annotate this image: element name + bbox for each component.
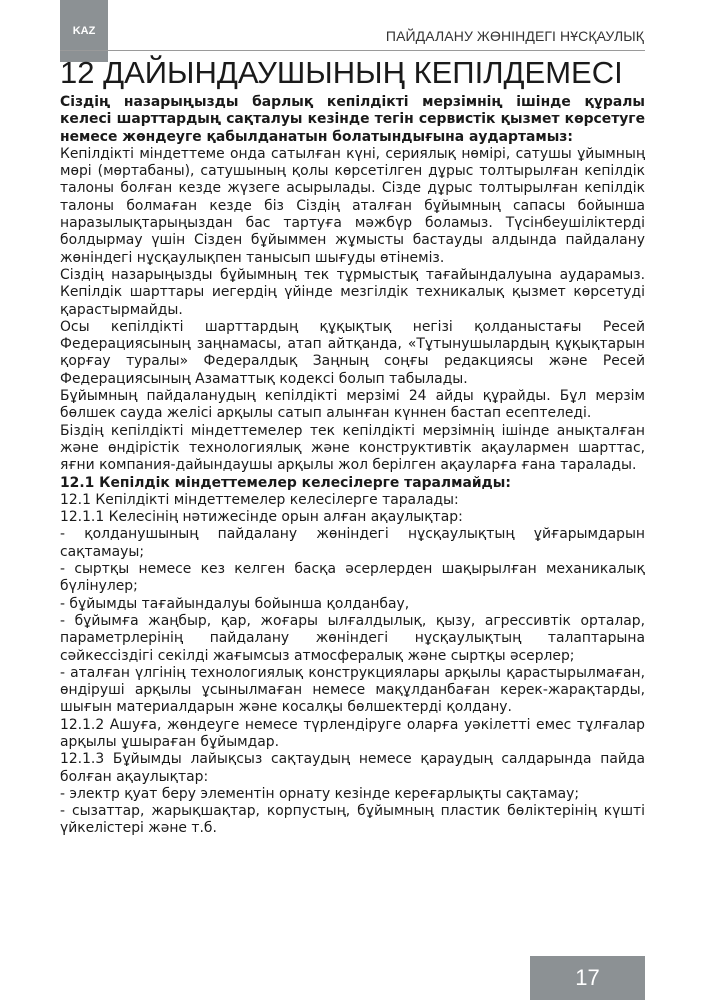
intro-notice: Сіздің назарыңызды барлық кепілдікті мерзімнің ішінде құралы келесі шарттардың сақталуы кезінде тегін сервистік қызмет көрсетуге немесе жөндеуге қабылданатын болатындығына аудартамыз: [60, 94, 645, 145]
list-line: 12.1.2 Ашуға, жөндеуге немесе түрлендіруге оларға уәкілетті емес тұлғалар арқылы ұшыраған бұйымдар. [60, 716, 645, 750]
body-paragraph: Кепілдікті міндеттеме онда сатылған күні, сериялық нөмірі, сатушы ұйымның мөрі (мөртабаны), сатушының қолы көрсетілген дұрыс толтырылған кепілдік талоны болған кезде жүзеге асырылады. Сізде дұрыс толтырылған кепілдік талоны болмаған кезде біз Сіздің аталған бұйымның сапасы бойынша наразылықтарыңыздан бас тартуға мәжбүр боламыз. Түсінбеушіліктерді болдырмау үшін Сізден бұйыммен жұмысты бастауды алдында пайдалану жөніндегі нұсқаулықпен танысып шығуды өтінеміз. [60, 145, 645, 266]
list-line: - бұйымға жаңбыр, қар, жоғары ылғалдылық, қызу, агрессивтік орталар, параметрлерінің пайдалану жөніндегі нұсқаулықтың талаптарына сәйкессіздігі секілді жағымсыз атмосфералық және сыртқы әсерлер; [60, 612, 645, 664]
language-tab [60, 0, 108, 62]
list-line: 12.1.1 Келесінің нәтижесінде орын алған ақаулықтар: [60, 509, 463, 526]
list-line: - аталған үлгінің технологиялық конструкциялары арқылы қарастырылмаған, өндіруші арқылы ұсынылмаған немесе мақұлданбаған керек-жарақтарды, шығын материалдарын және косалқы бөлшектерді қолдану. [60, 664, 645, 716]
body-paragraph: Біздің кепілдікті міндеттемелер тек кепілдікті мерзімнің ішінде анықталған және өндірістік технологиялық және конструктивтік ақаулармен шарттас, яғни компания-дайындаушы арқылы жол берілген ақауларға ғана таралады. [60, 422, 645, 474]
section-heading: 12.1 Кепілдік міндеттемелер келесілерге таралмайды: [60, 474, 511, 491]
header-divider [60, 50, 645, 51]
page-number-box [530, 956, 645, 1000]
list-line: - сыртқы немесе кез келген басқа әсерлерден шақырылған механикалық бүлінулер; [60, 561, 645, 595]
body-paragraph: Сіздің назарыңызды бұйымның тек тұрмыстық тағайындалуына аударамыз. Кепілдік шарттары иегердің үйінде мезгілдік техникалық қызмет көрсетуді қарастырмайды. [60, 266, 645, 318]
list-line: 12.1 Кепілдікті міндеттемелер келесілерге таралады: [60, 491, 459, 508]
list-line: - қолданушының пайдалану жөніндегі нұсқаулықтың ұйғарымдарын сақтамауы; [60, 526, 645, 560]
manual-header-title: ПАЙДАЛАНУ ЖӨНІНДЕГІ НҰСҚАУЛЫҚ [385, 28, 644, 44]
list-line: - сызаттар, жарықшақтар, корпустың, бұйымның пластик бөліктерінің күшті үйкелістері және т.б. [60, 803, 645, 837]
list-line: 12.1.3 Бұйымды лайықсыз сақтаудың немесе қараудың салдарында пайда болған ақаулықтар: [60, 751, 645, 785]
language-label: KAZ [72, 25, 96, 37]
list-line: - бұйымды тағайындалуы бойынша қолданбау, [60, 595, 410, 612]
page-content [60, 94, 645, 838]
body-paragraph: Бұйымның пайдаланудың кепілдікті мерзімі 24 айды құрайды. Бұл мерзім бөлшек сауда желісі арқылы сатып алынған күннен бастап есептеледі. [60, 388, 645, 422]
list-line: - электр қуат беру элементін орнату кезінде кереғарлықты сақтамау; [60, 785, 580, 802]
chapter-title: 12 ДАЙЫНДАУШЫНЫҢ КЕПІЛДЕМЕСІ [60, 55, 623, 90]
body-paragraph: Осы кепілдікті шарттардың құқықтық негізі қолданыстағы Ресей Федерациясының заңнамасы, атап айтқанда, «Тұтынушылардың құқықтарын қорғау туралы» Федералдық Заңның соңғы редакциясы және Ресей Федерациясының Азаматтық кодексі болып табылады. [60, 318, 645, 387]
page-number: 17 [575, 965, 600, 990]
